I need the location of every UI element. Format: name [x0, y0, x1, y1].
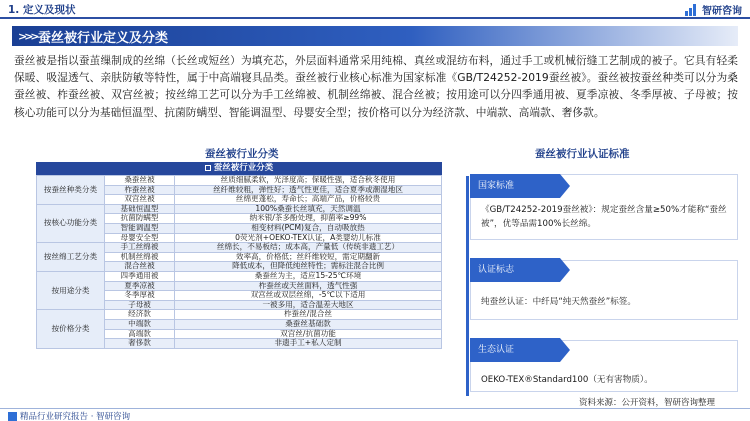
category-cell: 按蚕丝种类分类	[37, 176, 105, 205]
table-row	[37, 204, 442, 214]
category-cell: 按用途分类	[37, 271, 105, 309]
desc-cell: 效率高，价格低；丝纤维较短，需定期翻新	[175, 252, 442, 262]
desc-cell: 相变材料(PCM)复合，自动吸放热	[175, 223, 442, 233]
category-cell: 按价格分类	[37, 310, 105, 348]
desc-cell: 0荧光剂+OEKO-TEX认证，A类婴幼儿标准	[175, 233, 442, 243]
type-cell: 桑蚕丝被	[105, 176, 175, 186]
bar-chart-icon	[685, 4, 699, 16]
section-header	[0, 0, 750, 18]
type-cell: 柞蚕丝被	[105, 185, 175, 195]
type-cell: 混合丝被	[105, 262, 175, 272]
type-cell: 手工丝绵被	[105, 243, 175, 253]
category-cell: 按丝绵工艺分类	[37, 243, 105, 272]
standard-label: 生态认证	[470, 338, 560, 362]
table-row	[37, 176, 442, 186]
type-cell: 抗菌防螨型	[105, 214, 175, 224]
desc-cell: 双宫丝或双层丝绵，-5℃以下适用	[175, 291, 442, 301]
type-cell: 机制丝绵被	[105, 252, 175, 262]
desc-cell: 丝质细腻柔软，光泽度高；保暖性强，适合秋冬使用	[175, 176, 442, 186]
type-cell: 四季通用被	[105, 271, 175, 281]
type-cell: 子母被	[105, 300, 175, 310]
type-cell: 基础恒温型	[105, 204, 175, 214]
table-header: 蚕丝被行业分类	[36, 162, 442, 175]
classification-table	[36, 162, 442, 349]
desc-cell: 纳米银/茶多酚处理，抑菌率≥99%	[175, 214, 442, 224]
standard-text: OEKO-TEX®Standard100（无有害物质）。	[470, 340, 738, 392]
category-cell: 按核心功能分类	[37, 204, 105, 242]
desc-cell: 柞蚕丝/混合丝	[175, 310, 442, 320]
desc-cell: 丝绵长，不易板结；成本高，产量低（传统非遗工艺）	[175, 243, 442, 253]
brand-logo	[685, 2, 742, 17]
section-divider	[0, 17, 750, 19]
type-cell: 双宫丝被	[105, 195, 175, 205]
type-cell: 智能调温型	[105, 223, 175, 233]
table-row	[37, 310, 442, 320]
chevron-icon: >>>	[18, 30, 37, 43]
standards-title: 蚕丝被行业认证标准	[535, 148, 630, 160]
logo-icon	[8, 412, 17, 421]
standard-text: 《GB/T24252-2019蚕丝被》：规定蚕丝含量≥50%才能称“蚕丝被”，优等品需100%长丝绵。	[470, 174, 738, 240]
table-title: 蚕丝被行业分类	[205, 148, 279, 160]
desc-cell: 柞蚕丝或天丝面料，透气性强	[175, 281, 442, 291]
brand-name: 智研咨询	[702, 6, 742, 17]
type-cell: 冬季厚被	[105, 291, 175, 301]
type-cell: 经济款	[105, 310, 175, 320]
page-footer	[0, 408, 750, 421]
intro-paragraph: 蚕丝被是指以蚕茧缫制成的丝绵（长丝或短丝）为填充芯，外层面料通常采用纯棉、真丝或混纺布料，通过手工或机械衍缝工艺制成的被子。它具有轻柔保暖、吸湿透气、亲肤防敏等特性，属于中高端寝具品类。蚕丝被行业核心标准为国家标准《GB/T24252-2019蚕丝被》。蚕丝被按蚕丝种类可以分为桑蚕丝被、柞蚕丝被、双宫丝被；按丝绵工艺可以分为手工丝绵被、机制丝绵被、混合丝被；按用途可以分四季通用被、夏季凉被、冬季厚被、子母被；按核心功能可以分为基础恒温型、抗菌防螨型、智能调温型、母婴安全型；按价格可以分为经济款、中端款、高端款、奢侈款。	[14, 54, 738, 119]
page-title: 蚕丝被行业定义及分类	[38, 31, 169, 46]
desc-cell: 非遗手工+私人定制	[175, 339, 442, 349]
desc-cell: 桑蚕丝基础款	[175, 319, 442, 329]
desc-cell: 丝绵更蓬松，寿命长；高端产品，价格较贵	[175, 195, 442, 205]
standard-text: 纯蚕丝认证：中纤局“纯天然蚕丝”标签。	[470, 260, 738, 320]
desc-cell: 桑蚕丝为主，适应15-25℃环境	[175, 271, 442, 281]
standard-label: 国家标准	[470, 174, 560, 198]
table-icon	[205, 165, 211, 171]
type-cell: 中端款	[105, 319, 175, 329]
type-cell: 母婴安全型	[105, 233, 175, 243]
desc-cell: 一被多用，适合温差大地区	[175, 300, 442, 310]
page-banner	[12, 26, 738, 46]
table-row	[37, 243, 442, 253]
standard-label: 认证标志	[470, 258, 560, 282]
standards-panel	[462, 164, 738, 404]
desc-cell: 丝纤维较粗，弹性好；透气性更佳，适合夏季或潮湿地区	[175, 185, 442, 195]
section-title: 1. 定义及现状	[8, 4, 76, 16]
desc-cell: 双宫丝/抗菌功能	[175, 329, 442, 339]
table-row	[37, 271, 442, 281]
timeline-line	[466, 176, 469, 396]
footer-brand: 精品行业研究报告 · 智研咨询	[8, 410, 130, 421]
type-cell: 高端款	[105, 329, 175, 339]
type-cell: 奢侈款	[105, 339, 175, 349]
desc-cell: 100%桑蚕长丝填充，天然调温	[175, 204, 442, 214]
desc-cell: 降低成本，但降低纯丝特性；需标注混合比例	[175, 262, 442, 272]
type-cell: 夏季凉被	[105, 281, 175, 291]
source-note: 资料来源：公开资料，智研咨询整理	[579, 398, 716, 408]
